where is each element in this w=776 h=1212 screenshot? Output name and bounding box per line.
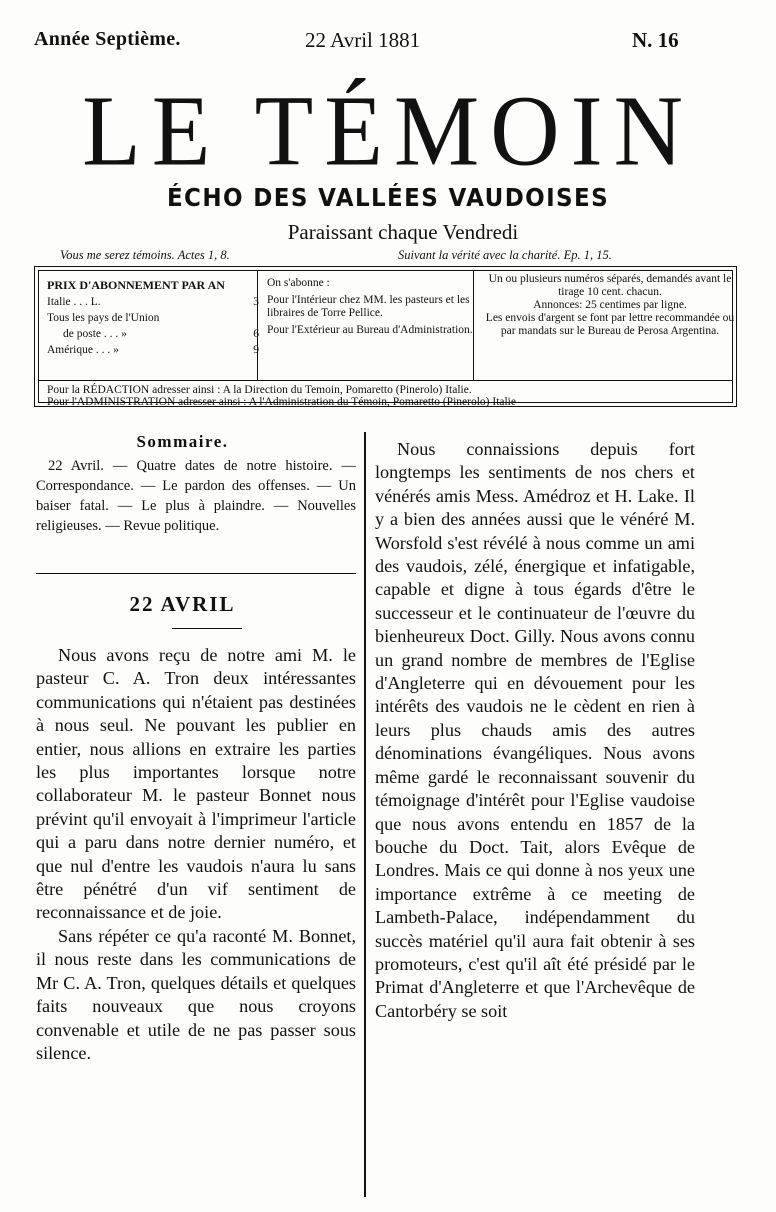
notices [483,273,737,338]
subscription-box [34,266,737,407]
subscribe-heading: On s'abonne : [267,277,330,289]
redaction-address: Pour la RÉDACTION adresser ainsi : A la Direction du Temoin, Pomaretto (Pinerolo) Italie. [47,384,472,396]
motto-right: Suivant la vérité avec la charité. Ep. 1, 15. [398,248,612,262]
article-paragraph: Nous avons reçu de notre ami M. le pasteur C. A. Tron deux intéressantes communications qui n'étaient pas destinées à nous seul. Ne pouvant les publier en entier, nous allions en extraire les parties les plus importantes lorsque notre collaborateur M. le pasteur Bonnet nous prévint qu'il envoyait à l'imprimeur l'article qui a paru dans notre dernier numéro, et que nul d'entre les vaudois n'aura lu sans être pénétré d'un vif sentiment de reconnaissance et de joie. [36,645,356,923]
price-row [47,312,259,325]
motto-left: Vous me serez témoins. Actes 1, 8. [60,248,230,262]
price-label: Amérique . . . » [47,344,119,356]
notice-money: Les envois d'argent se font par lettre recommandée ou par mandats sur le Bureau de Perosa Argentina. [485,312,735,337]
box-rule [39,380,732,381]
sommaire-heading: Sommaire. [136,432,229,451]
article-paragraph: Sans répéter ce qu'a raconté M. Bonnet, il nous reste dans les communications de Mr C. A. Tron, quelques détails et quelques faits nouveaux que nous croyons convenable et utile de ne pas passer sous silence. [36,925,356,1063]
price-label: de poste . . . » [63,328,127,340]
publication-frequency: Paraissant chaque Vendredi [287,220,519,244]
price-label: Italie . . . L. [47,296,101,308]
prices-heading: PRIX D'ABONNEMENT PAR AN [47,278,225,292]
price-value: 6 [253,328,259,340]
notice-issues: Un ou plusieurs numéros séparés, demandés avant le tirage 10 cent. chacun. [488,273,732,298]
title-underline [172,628,242,629]
price-row [47,344,259,357]
sommaire-paragraph: 22 Avril. — Quatre dates de notre histoire. — Correspondance. — Le pardon des offenses. — Un baiser fatal. — Le plus à plaindre. — Nouvelles religieuses. — Revue politique. [36,458,356,534]
price-value: 9 [253,344,259,356]
issue-number: N. 16 [632,28,679,52]
subscribe-interior: Pour l'Intérieur chez MM. les pasteurs et les libraires de Torre Pellice. [267,294,470,319]
subscription-box-inner [38,270,735,408]
article-title: 22 AVRIL [129,592,236,616]
price-list [47,279,259,357]
article-left-column [36,644,356,1065]
price-row [47,328,259,341]
price-value: 3 [253,296,259,308]
section-rule [36,573,356,574]
article-right-column [375,438,695,1023]
newspaper-subtitle: ÉCHO DES VALLÉES VAUDOISES [166,183,610,212]
notice-ads: Annonces: 25 centimes par ligne. [533,299,687,311]
newspaper-title: LE TÉMOIN [82,74,694,187]
subscribe-exterior: Pour l'Extérieur au Bureau d'Administration. [267,324,473,336]
sommaire-text [36,456,356,536]
subscription-info [267,277,475,337]
price-row [47,296,259,309]
issue-date: 22 Avril 1881 [305,28,421,52]
column-divider [364,432,366,1197]
price-label: Tous les pays de l'Union [47,312,160,324]
article-paragraph: Nous connaissions depuis fort longtemps les sentiments de nos chers et vénérés amis Mess. Amédroz et H. Lake. Il y a bien des années aussi que le vénéré M. Worsfold s'est révélé à nous comme un ami des vaudois, zélé, énergique et infatigable, capable et digne à tous égards d'être le successeur et le continuateur de l'œuvre du bienheureux Doct. Gilly. Nous avons connu un grand nombre de membres de l'Eglise d'Angleterre qui en dévouement pour les intérêts des vaudois ne le cèdent en rien à leurs plus chauds amis des autres dénominations évangéliques. Nous avons même gardé le reconnaissant souvenir du témoignage d'intérêt pour l'Eglise vaudoise que nous avons entendu en 1857 de la bouche du Doct. Tait, alors Evêque de Londres. Mais ce qui donne à nos yeux une importance extrême à ce meeting de Lambeth-Palace, indépendamment du succès matériel qu'il aura fait obtenir à ses promoteurs, c'est qu'il aît été présidé par le Primat d'Angleterre et que l'Archevêque de Cantorbéry se soit [375,439,695,1021]
administration-address: Pour l'ADMINISTRATION adresser ainsi : A l'Administration du Témoin, Pomaretto (Pinerolo) Italie [47,396,516,408]
year-label: Année Septième. [34,28,181,50]
